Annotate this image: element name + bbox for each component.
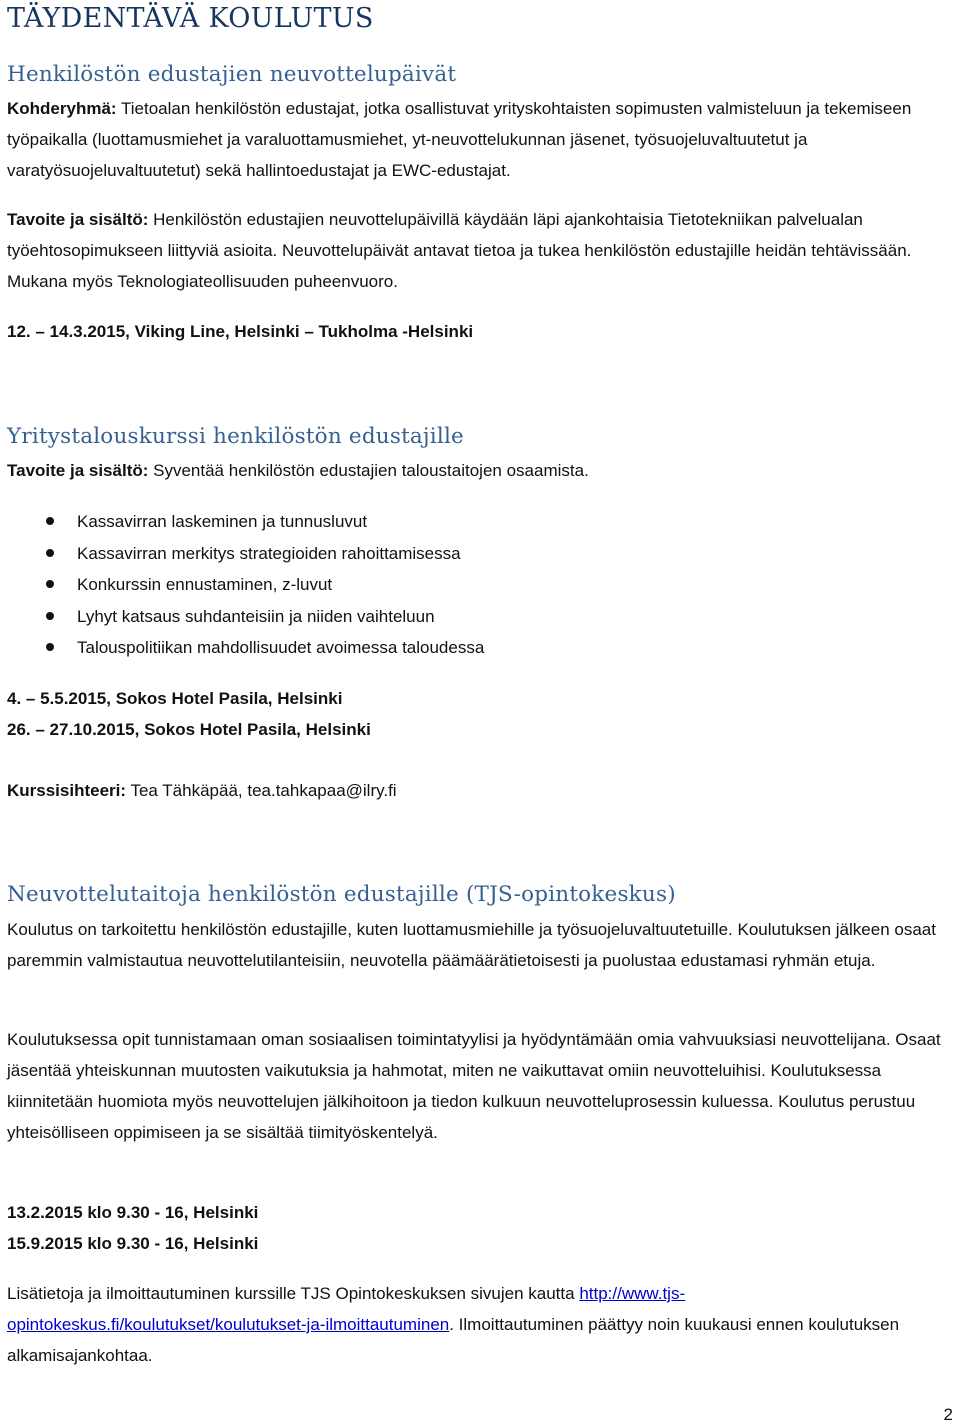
goal-label-economics: Tavoite ja sisältö: — [7, 461, 149, 480]
list-item: Talouspolitiikan mahdollisuudet avoimessa taloudessa — [7, 632, 484, 664]
event-date — [7, 316, 953, 347]
goal-paragraph — [7, 204, 953, 297]
bullet-icon — [46, 517, 54, 525]
list-item: Kassavirran laskeminen ja tunnusluvut — [7, 506, 484, 538]
section-title-negotiation-skills: Neuvottelutaitoja henkilöstön edustajille (TJS-opintokeskus) — [7, 882, 676, 907]
event-date-3: 13.2.2015 klo 9.30 - 16, Helsinki — [7, 1203, 259, 1222]
event-date-2: 26. – 27.10.2015, Sokos Hotel Pasila, Helsinki — [7, 720, 371, 739]
list-item: Lyhyt katsaus suhdanteisiin ja niiden vaihteluun — [7, 601, 484, 633]
registration-info: Lisätietoja ja ilmoittautuminen kurssille TJS Opintokeskuksen sivujen kautta http://www.tjs-opintokeskus.fi/koulutukset/koulutukset-ja-ilmoittautuminen. Ilmoittautuminen päättyy noin kuukausi ennen koulutuksen alkamisajankohtaa. — [7, 1284, 900, 1365]
course-secretary-contact: Tea Tähkäpää, tea.tahkapaa@ilry.fi — [126, 781, 397, 800]
bullet-icon — [46, 612, 54, 620]
goal-text: Henkilöstön edustajien neuvottelupäivillä käydään läpi ajankohtaisia Tietotekniikan palvelualan työehtosopimukseen liittyviä asioita. Neuvottelupäivät antavat tietoa ja tukea henkilöstön edustajille heidän tehtävissään. Mukana myös Teknologiateollisuuden puheenvuoro. — [7, 210, 912, 291]
list-item: Kassavirran merkitys strategioiden rahoittamisessa — [7, 538, 484, 570]
target-group-label: Kohderyhmä: — [7, 99, 117, 118]
topic-list — [7, 506, 484, 664]
bullet-icon — [46, 549, 54, 557]
list-item: Konkurssin ennustaminen, z-luvut — [7, 569, 484, 601]
event-date-4: 15.9.2015 klo 9.30 - 16, Helsinki — [7, 1234, 259, 1253]
bullet-icon — [46, 643, 54, 651]
section-title-business-economics: Yritystalouskurssi henkilöstön edustajille — [7, 424, 464, 449]
event-date-text: 12. – 14.3.2015, Viking Line, Helsinki – Tukholma -Helsinki — [7, 322, 474, 341]
goal-paragraph-economics — [7, 455, 953, 486]
course-secretary-label: Kurssisihteeri: — [7, 781, 127, 800]
description-paragraph-2: Koulutuksessa opit tunnistamaan oman sosiaalisen toimintatyylisi ja hyödyntämään omia vahvuuksiasi neuvottelijana. Osaat jäsentää yhteiskunnan muutosten vaikutuksia ja hahmotat, miten ne vaikuttavat omiin neuvotteluihisi. Koulutuksessa kiinnitetään huomiota myös neuvottelujen jälkihoitoon ja tiedon kulkuun neuvotteluprosessin kuluessa. Koulutus perustuu yhteisölliseen oppimiseen ja se sisältää tiimityöskentelyä. — [7, 1030, 941, 1142]
goal-text-economics: Syventää henkilöstön edustajien taloustaitojen osaamista. — [148, 461, 589, 480]
target-group-text: Tietoalan henkilöstön edustajat, jotka osallistuvat yrityskohtaisten sopimusten valmisteluun ja tekemiseen työpaikalla (luottamusmiehet ja varaluottamusmiehet, yt-neuvottelukunnan jäsenet, työsuojeluvaltuutetut ja varatyösuojeluvaltuutetut) sekä hallintoedustajat ja EWC-edustajat. — [7, 99, 912, 180]
course-secretary — [7, 775, 953, 806]
target-group-paragraph — [7, 93, 953, 186]
goal-label: Tavoite ja sisältö: — [7, 210, 149, 229]
section-title-negotiation-days: Henkilöstön edustajien neuvottelupäivät — [7, 62, 457, 87]
event-date-1: 4. – 5.5.2015, Sokos Hotel Pasila, Helsinki — [7, 689, 343, 708]
page-title: TÄYDENTÄVÄ KOULUTUS — [7, 3, 374, 34]
registration-link[interactable]: http://www.tjs-opintokeskus.fi/koulutukset/koulutukset-ja-ilmoittautuminen — [7, 1284, 686, 1334]
description-paragraph-1: Koulutus on tarkoitettu henkilöstön edustajille, kuten luottamusmiehille ja työsuojeluvaltuutetuille. Koulutuksen jälkeen osaat paremmin valmistautua neuvottelutilanteisiin, neuvotella päämäärätietoisesti ja puolustaa edustamasi ryhmän etuja. — [7, 920, 936, 970]
page-number: 2 — [943, 1405, 953, 1424]
bullet-icon — [46, 580, 54, 588]
